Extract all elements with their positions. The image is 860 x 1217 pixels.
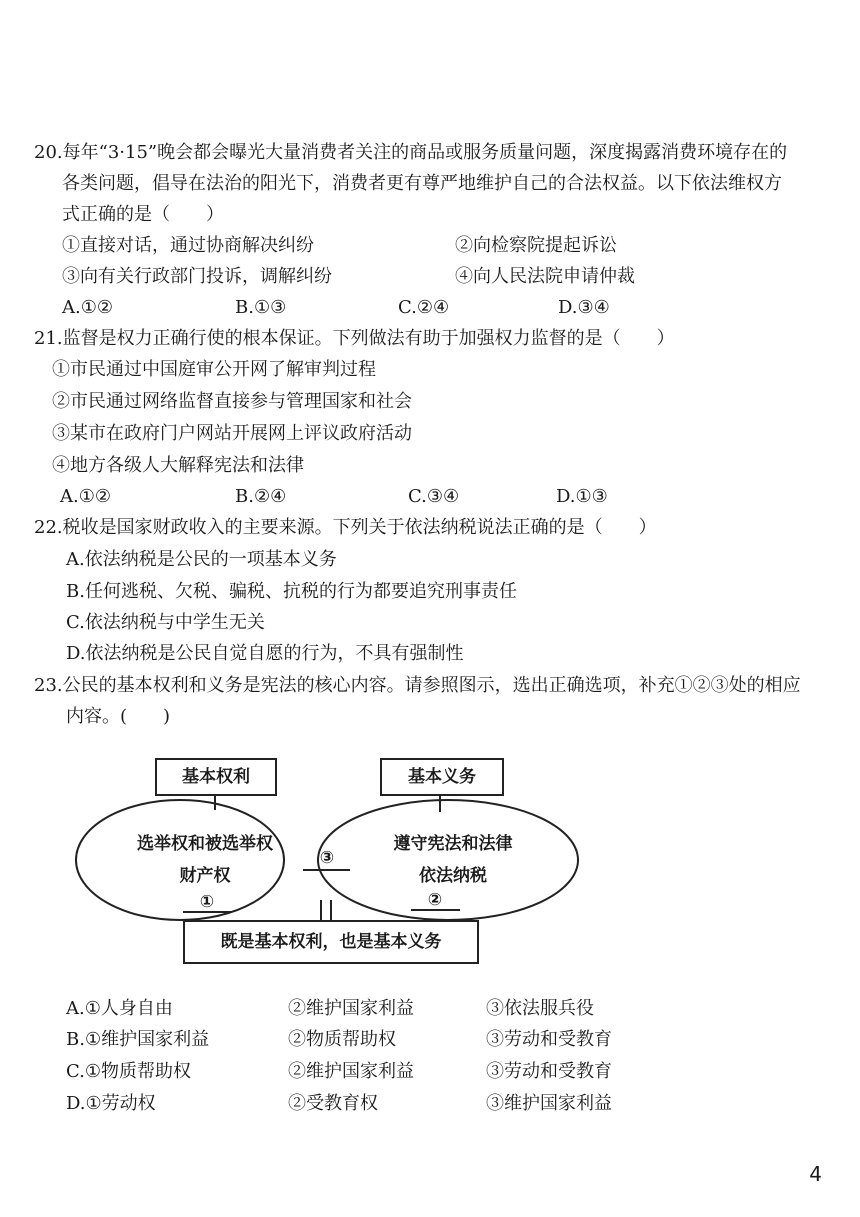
q20-option-d: D.③④	[558, 297, 610, 318]
q20-option-b: B.①③	[235, 297, 287, 318]
marker-3: ③	[319, 848, 335, 868]
marker-1: ①	[199, 892, 215, 912]
duties-text-line2: 依法纳税	[419, 866, 487, 886]
both-box: 既是基本权利，也是基本义务	[183, 920, 479, 964]
q21-option-b: B.②④	[235, 486, 287, 507]
q23-option-c-col2: ②维护国家利益	[288, 1061, 414, 1082]
duties-text-line1: 遵守宪法和法律	[393, 834, 513, 854]
q23-option-c-col1: C.①物质帮助权	[66, 1061, 191, 1082]
duties-box: 基本义务	[380, 758, 504, 796]
q20-option-c: C.②④	[398, 297, 450, 318]
q21-statement-3: ③某市在政府门户网站开展网上评议政府活动	[52, 423, 412, 444]
q20-stem-line1: 20.每年“3·15”晚会都会曝光大量消费者关注的商品或服务质量问题，深度揭露消费环境存在的	[34, 142, 788, 163]
q23-option-a-col3: ③依法服兵役	[486, 998, 594, 1019]
q20-stem-line2: 各类问题，倡导在法治的阳光下，消费者更有尊严地维护自己的合法权益。以下依法维权方	[62, 173, 782, 194]
q20-statement-1: ①直接对话，通过协商解决纠纷	[62, 235, 314, 256]
q21-option-d: D.①③	[556, 486, 608, 507]
q23-option-d-col1: D.①劳动权	[66, 1093, 156, 1114]
q23-option-b-col1: B.①维护国家利益	[66, 1029, 210, 1050]
q22-stem: 22.税收是国家财政收入的主要来源。下列关于依法纳税说法正确的是（ ）	[34, 517, 657, 538]
rights-text-line2: 财产权	[179, 866, 231, 886]
rights-box: 基本权利	[155, 758, 277, 796]
q23-stem-line1: 23.公民的基本权利和义务是宪法的核心内容。请参照图示，选出正确选项，补充①②③处的相应	[34, 675, 801, 696]
q21-statement-1: ①市民通过中国庭审公开网了解审判过程	[52, 359, 376, 380]
q23-option-b-col2: ②物质帮助权	[288, 1029, 396, 1050]
q21-statement-4: ④地方各级人大解释宪法和法律	[52, 455, 304, 476]
q22-option-a: A.依法纳税是公民的一项基本义务	[66, 549, 337, 570]
q21-stem: 21.监督是权力正确行使的根本保证。下列做法有助于加强权力监督的是（ ）	[34, 328, 675, 349]
marker-2: ②	[427, 890, 443, 910]
q20-statement-3: ③向有关行政部门投诉，调解纠纷	[62, 266, 332, 287]
q23-option-d-col3: ③维护国家利益	[486, 1093, 612, 1114]
q22-option-b: B.任何逃税、欠税、骗税、抗税的行为都要追究刑事责任	[66, 581, 517, 602]
q20-statement-4: ④向人民法院申请仲裁	[455, 266, 635, 287]
q23-option-b-col3: ③劳动和受教育	[486, 1029, 612, 1050]
q23-option-c-col3: ③劳动和受教育	[486, 1061, 612, 1082]
q21-option-c: C.③④	[408, 486, 460, 507]
q22-option-d: D.依法纳税是公民自觉自愿的行为，不具有强制性	[66, 643, 464, 664]
q20-option-a: A.①②	[62, 297, 113, 318]
q23-stem-line2: 内容。( )	[66, 706, 171, 727]
q22-option-c: C.依法纳税与中学生无关	[66, 612, 265, 633]
q20-statement-2: ②向检察院提起诉讼	[455, 235, 617, 256]
q21-option-a: A.①②	[60, 486, 111, 507]
page-number: 4	[809, 1162, 822, 1186]
q20-stem-line3: 式正确的是（ ）	[62, 204, 224, 225]
q23-option-a-col2: ②维护国家利益	[288, 998, 414, 1019]
q21-statement-2: ②市民通过网络监督直接参与管理国家和社会	[52, 391, 412, 412]
q23-option-d-col2: ②受教育权	[288, 1093, 378, 1114]
rights-text-line1: 选举权和被选举权	[137, 834, 273, 854]
q23-option-a-col1: A.①人身自由	[66, 998, 173, 1019]
